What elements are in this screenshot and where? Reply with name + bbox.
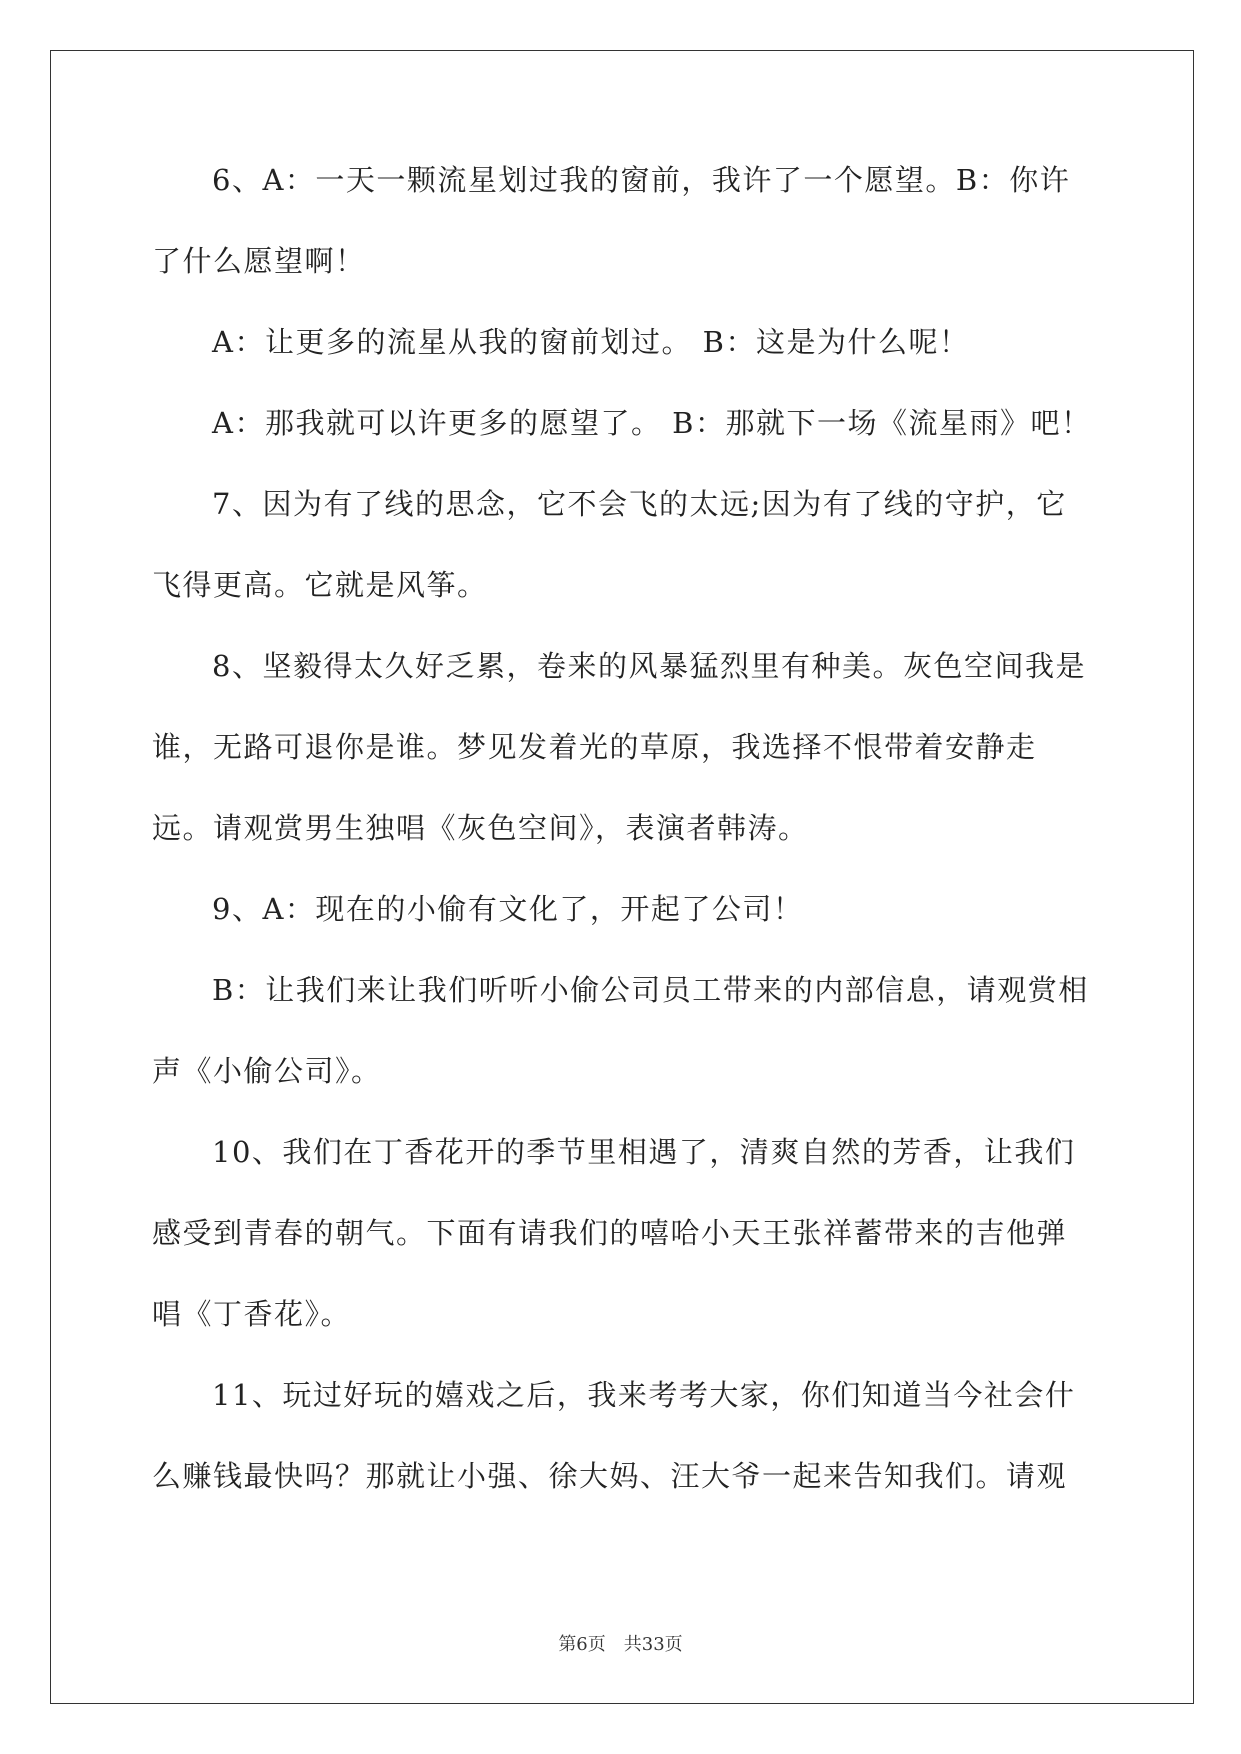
- paragraph-10: 10、我们在丁香花开的季节里相遇了，清爽自然的芳香，让我们感受到青春的朝气。下面有请我们的嘻哈小天王张祥蓄带来的吉他弹唱《丁香花》。: [152, 1135, 1076, 1331]
- paragraph-6-a-reply-2: A：那我就可以许更多的愿望了。 B：那就下一场《流星雨》吧！: [212, 406, 1092, 440]
- paragraph-6: 6、A：一天一颗流星划过我的窗前，我许了一个愿望。B：你许了什么愿望啊！: [152, 163, 1071, 278]
- paragraph-8: 8、坚毅得太久好乏累，卷来的风暴猛烈里有种美。灰色空间我是谁，无路可退你是谁。梦见发着光的草原，我选择不恨带着安静走远。请观赏男生独唱《灰色空间》，表演者韩涛。: [152, 649, 1086, 845]
- paragraph-9: 9、A：现在的小偷有文化了，开起了公司！: [212, 892, 804, 926]
- page-total: 共33页: [623, 1634, 683, 1655]
- paragraph-11: 11、玩过好玩的嬉戏之后，我来考考大家，你们知道当今社会什么赚钱最快吗？那就让小强、徐大妈、汪大爷一起来告知我们。请观: [152, 1378, 1076, 1493]
- page-footer: [0, 1630, 1241, 1656]
- paragraph-9-b: B：让我们来让我们听听小偷公司员工带来的内部信息，请观赏相声《小偷公司》。: [152, 973, 1089, 1088]
- paragraph-7: 7、因为有了线的思念，它不会飞的太远;因为有了线的守护，它飞得更高。它就是风筝。: [152, 487, 1067, 602]
- document-body: [152, 162, 1092, 1517]
- paragraph-6-a-reply: A：让更多的流星从我的窗前划过。 B：这是为什么呢！: [212, 325, 970, 359]
- page-number: 第6页: [558, 1634, 606, 1655]
